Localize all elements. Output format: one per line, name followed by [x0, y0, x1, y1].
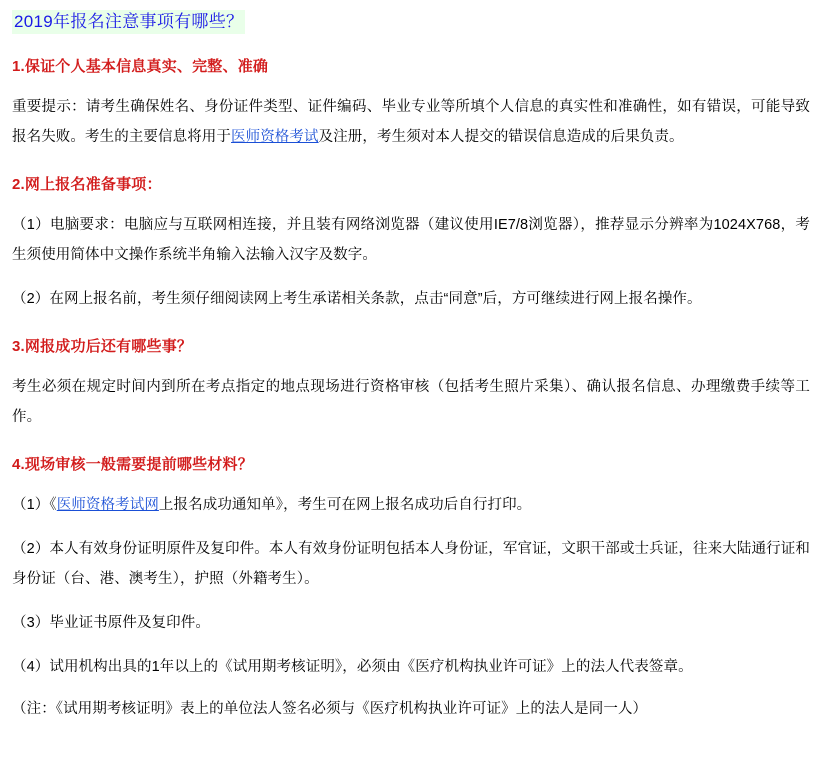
text-run: （2）本人有效身份证明原件及复印件。本人有效身份证明包括本人身份证，军官证，文职干部或士兵证，往来大陆通行证和身份证（台、港、澳考生），护照（外籍考生）。 — [12, 541, 810, 587]
paragraph — [12, 210, 810, 270]
text-run: （1）《 — [12, 497, 57, 513]
text-run: 重要提示：请考生确保姓名、身份证件类型、证件编码、毕业专业等所填个人信息的真实性和准确性，如有错误，可能导致报名失败。考生的主要信息将用于 — [12, 99, 810, 145]
text-run: 及注册，考生须对本人提交的错误信息造成的后果负责。 — [318, 129, 684, 145]
inline-link[interactable]: 医师资格考试 — [231, 129, 319, 145]
paragraph — [12, 652, 810, 682]
paragraph — [12, 694, 810, 724]
text-run: 考生必须在规定时间内到所在考点指定的地点现场进行资格审核（包括考生照片采集）、确认报名信息、办理缴费手续等工作。 — [12, 379, 810, 425]
paragraph — [12, 608, 810, 638]
text-run: （4）试用机构出具的1年以上的《试用期考核证明》，必须由《医疗机构执业许可证》上的法人代表签章。 — [12, 659, 693, 675]
paragraph — [12, 92, 810, 152]
text-run: （注：《试用期考核证明》表上的单位法人签名必须与《医疗机构执业许可证》上的法人是同一人） — [12, 701, 648, 717]
text-run: （3）毕业证书原件及复印件。 — [12, 615, 210, 631]
section-heading: 1.保证个人基本信息真实、完整、准确 — [12, 58, 269, 75]
paragraph — [12, 284, 810, 314]
section-heading: 4.现场审核一般需要提前哪些材料？ — [12, 456, 253, 473]
section-3 — [10, 336, 810, 432]
page-title: 2019年报名注意事项有哪些？ — [12, 10, 245, 34]
paragraph — [12, 490, 810, 520]
section-heading: 3.网报成功后还有哪些事？ — [12, 338, 193, 355]
paragraph — [12, 534, 810, 594]
paragraph — [12, 372, 810, 432]
text-run: 上报名成功通知单》，考生可在网上报名成功后自行打印。 — [158, 497, 532, 513]
text-run: （1）电脑要求：电脑应与互联网相连接，并且装有网络浏览器（建议使用IE7/8浏览器），推荐显示分辨率为1024X768，考生须使用简体中文操作系统半角输入法输入汉字及数字。 — [12, 217, 810, 263]
section-1 — [10, 56, 810, 152]
text-run: （2）在网上报名前，考生须仔细阅读网上考生承诺相关条款，点击“同意”后，方可继续进行网上报名操作。 — [12, 291, 702, 307]
section-2 — [10, 174, 810, 314]
section-4 — [10, 454, 810, 724]
inline-link[interactable]: 医师资格考试网 — [56, 497, 159, 513]
section-heading: 2.网上报名准备事项： — [12, 176, 162, 193]
